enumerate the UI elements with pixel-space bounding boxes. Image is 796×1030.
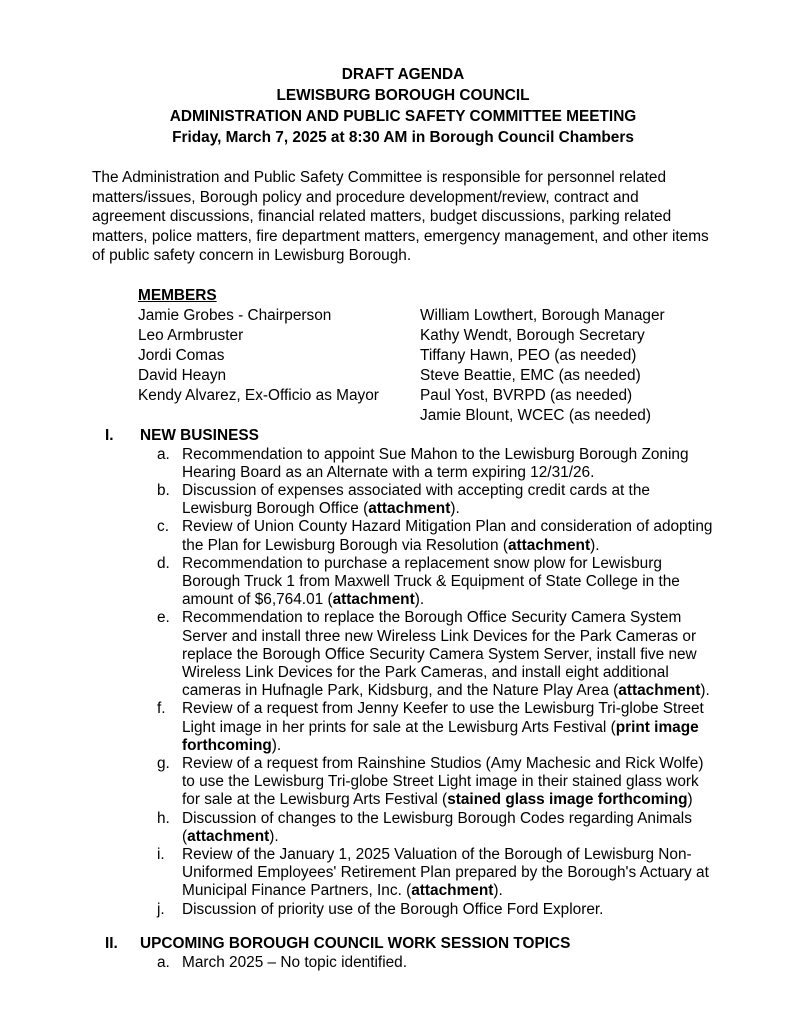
item-letter: j. — [157, 900, 165, 918]
member-name: Kendy Alvarez, Ex-Officio as Mayor — [138, 386, 379, 404]
agenda-item-b — [92, 482, 714, 518]
staff-name: Paul Yost, BVRPD (as needed) — [420, 386, 633, 404]
item-text: Review of a request from Rainshine Studios (Amy Machesic and Rick Wolfe) to use the Lewisburg Tri-globe Street Light image in their stained glass work for sale at the Lewisburg Arts Festival (stained glass image forthcoming) — [182, 754, 704, 809]
member-name: Jordi Comas — [138, 346, 225, 364]
title-line-committee-meeting: ADMINISTRATION AND PUBLIC SAFETY COMMITTEE MEETING — [169, 108, 637, 125]
item-letter: f. — [157, 700, 166, 718]
item-text: Recommendation to appoint Sue Mahon to the Lewisburg Borough Zoning Hearing Board as an Alternate with a term expiring 12/31/26. — [182, 445, 689, 481]
agenda-item-f — [92, 700, 714, 755]
members-column-committee — [138, 306, 420, 426]
member-name: Jamie Grobes - Chairperson — [138, 306, 332, 324]
section-heading-new-business — [92, 426, 714, 446]
section-numeral: II. — [105, 934, 118, 952]
staff-name: Kathy Wendt, Borough Secretary — [420, 326, 645, 344]
section-heading-work-session-topics — [92, 934, 714, 954]
member-name: Leo Armbruster — [138, 326, 244, 344]
new-business-items — [92, 446, 714, 919]
title-line-council-name: LEWISBURG BOROUGH COUNCIL — [276, 87, 530, 104]
item-letter: g. — [157, 754, 170, 772]
members-columns — [138, 306, 714, 426]
members-heading: MEMBERS — [138, 286, 217, 304]
item-text: Recommendation to purchase a replacement snow plow for Lewisburg Borough Truck 1 from Maxwell Truck & Equipment of State College in the amount of $6,764.01 (attachment). — [182, 554, 680, 609]
staff-name: William Lowthert, Borough Manager — [420, 306, 665, 324]
agenda-item-c — [92, 518, 714, 554]
document-title-block — [92, 64, 714, 148]
section-new-business — [92, 426, 714, 919]
staff-name: Steve Beattie, EMC (as needed) — [420, 366, 641, 384]
agenda-item-a — [92, 446, 714, 482]
item-letter: i. — [157, 845, 165, 863]
section-title: NEW BUSINESS — [140, 426, 259, 444]
members-section — [138, 286, 714, 426]
section-title: UPCOMING BOROUGH COUNCIL WORK SESSION TOPICS — [140, 934, 571, 952]
agenda-item-j — [92, 901, 714, 919]
item-letter: a. — [157, 445, 170, 463]
member-name: David Heayn — [138, 366, 227, 384]
item-text: Review of the January 1, 2025 Valuation of the Borough of Lewisburg Non-Uniformed Employees' Retirement Plan prepared by the Borough's Actuary at Municipal Finance Partners, Inc. (attachment). — [182, 845, 709, 900]
section-work-session-topics — [92, 934, 714, 972]
staff-name: Jamie Blount, WCEC (as needed) — [420, 406, 651, 424]
intro-paragraph: The Administration and Public Safety Committee is responsible for personnel related matters/issues, Borough policy and procedure development/review, contract and agreement discussions, financial related matters, budget discussions, parking related matters, police matters, fire department matters, emergency management, and other items of public safety concern in Lewisburg Borough. — [92, 169, 709, 264]
members-column-staff — [420, 306, 714, 426]
section-numeral: I. — [105, 426, 114, 444]
agenda-item-d — [92, 555, 714, 610]
item-text: Discussion of changes to the Lewisburg Borough Codes regarding Animals (attachment). — [182, 809, 692, 845]
staff-name: Tiffany Hawn, PEO (as needed) — [420, 346, 637, 364]
item-text: Review of a request from Jenny Keefer to use the Lewisburg Tri-globe Street Light image in her prints for sale at the Lewisburg Arts Festival (print image forthcoming). — [182, 700, 704, 754]
item-letter: a. — [157, 953, 170, 971]
agenda-item-h — [92, 810, 714, 846]
item-letter: b. — [157, 481, 170, 499]
agenda-item-g — [92, 755, 714, 810]
item-text: Recommendation to replace the Borough Office Security Camera System Server and install three new Wireless Link Devices for the Park Cameras or replace the Borough Office Security Camera System Server, install five new Wireless Link Devices for the Park Cameras, and install eight additional cameras in Hufnagle Park, Kidsburg, and the Nature Play Area (attachment). — [182, 609, 710, 700]
item-letter: h. — [157, 809, 170, 827]
item-letter: d. — [157, 554, 170, 572]
title-line-draft-agenda: DRAFT AGENDA — [341, 66, 465, 83]
item-text: Review of Union County Hazard Mitigation Plan and consideration of adopting the Plan for Lewisburg Borough via Resolution (attachment). — [182, 518, 713, 554]
item-letter: c. — [157, 518, 169, 536]
item-text: March 2025 – No topic identified. — [182, 953, 408, 971]
agenda-item-e — [92, 609, 714, 700]
agenda-item-march-2025 — [92, 954, 714, 972]
title-line-meeting-datetime: Friday, March 7, 2025 at 8:30 AM in Borough Council Chambers — [172, 129, 634, 146]
item-letter: e. — [157, 609, 170, 627]
item-text: Discussion of expenses associated with accepting credit cards at the Lewisburg Borough Office (attachment). — [182, 481, 650, 518]
agenda-item-i — [92, 846, 714, 901]
work-session-items — [92, 954, 714, 972]
item-text: Discussion of priority use of the Borough Office Ford Explorer. — [182, 900, 604, 918]
